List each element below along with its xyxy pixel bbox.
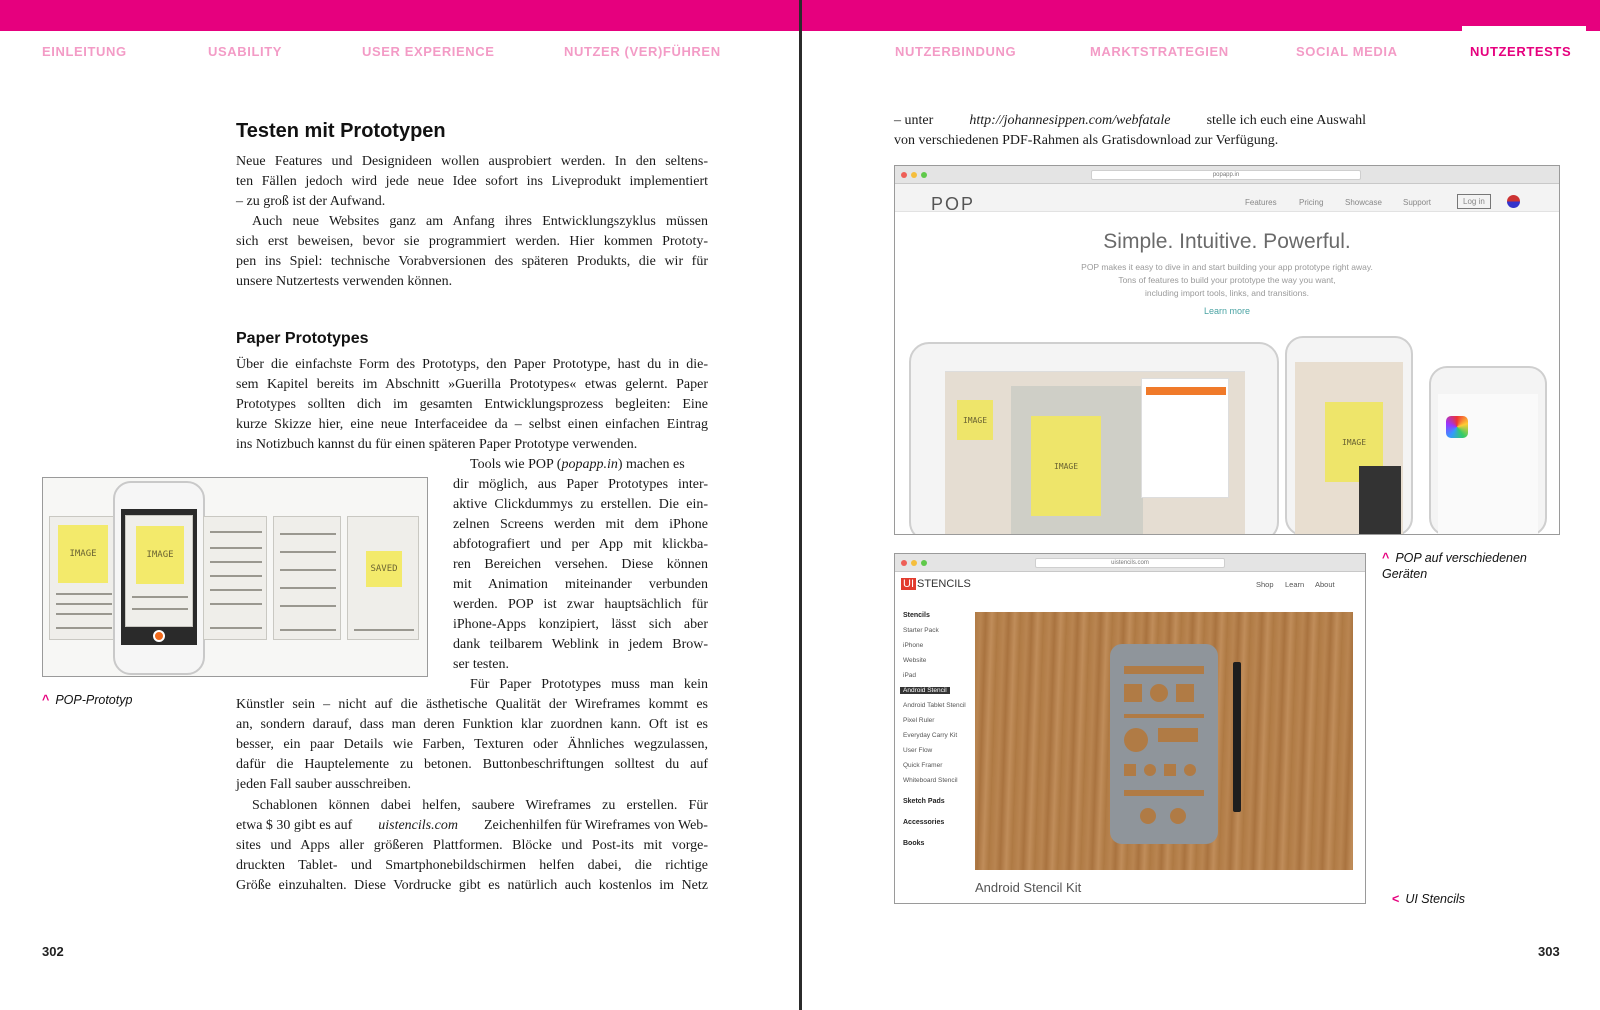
tab-about[interactable]: About xyxy=(1315,580,1335,589)
nav-marktstrategien[interactable]: MARKTSTRATEGIEN xyxy=(1090,44,1229,59)
link-webfatale[interactable]: http://johannesippen.com/webfatale xyxy=(969,113,1171,128)
caret-left-icon: < xyxy=(1392,892,1400,906)
caret-up-icon: ^ xyxy=(1382,551,1390,565)
active-tab-marker xyxy=(1462,26,1586,32)
sidebar-item-stencils[interactable]: Stencils xyxy=(903,612,930,619)
body-line: Für Paper Prototypes muss man kein xyxy=(470,677,708,692)
body-line: ins Notizbuch kannst du für einen späteren Paper Prototype verwenden. xyxy=(236,437,638,452)
product-photo xyxy=(975,612,1353,870)
figure-caption: ^ POP auf verschiedenen Geräten xyxy=(1382,551,1527,581)
sidebar-item[interactable]: Android Tablet Stencil xyxy=(903,702,966,709)
sidebar-item[interactable]: Whiteboard Stencil xyxy=(903,777,958,784)
body-line: sich erst beweisen, bevor sie programmiert werden. Hier kommen Prototy- xyxy=(236,234,708,249)
body-line: dafür die Hauptelemente zu betonen. Buttonbeschriftungen solltest du auf xyxy=(236,757,708,772)
body-line: kurze Skizze hier, eine neue Interfaceidee da – selbst einen einfachen Eintrag xyxy=(236,417,708,432)
body-line-stencils: etwa $ 30 gibt es auf uistencils.com Zeichenhilfen für Wireframes von Web- xyxy=(236,816,708,836)
body-line: unsere Nutzertests verwenden können. xyxy=(236,274,453,289)
body-line: Schablonen können dabei helfen, saubere Wireframes zu erstellen. Für xyxy=(252,798,708,813)
browser-chrome xyxy=(895,166,1559,184)
figure-caption: ^ POP-Prototyp xyxy=(42,693,133,707)
sidebar-item[interactable]: Pixel Ruler xyxy=(903,717,935,724)
nav-usability[interactable]: USABILITY xyxy=(208,44,283,59)
sidebar-item-selected[interactable]: Android Stencil xyxy=(900,687,950,694)
body-line: von verschiedenen PDF-Rahmen als Gratisdownload zur Verfügung. xyxy=(894,133,1279,148)
body-line: Größe einzuhalten. Diese Vordrucke gibt es natürlich auch kostenlos im Netz xyxy=(236,878,708,893)
pop-menu-showcase[interactable]: Showcase xyxy=(1345,198,1382,207)
pencil xyxy=(1233,662,1241,812)
sidebar-item[interactable]: Website xyxy=(903,657,927,664)
link-popapp[interactable]: popapp.in xyxy=(561,457,618,472)
us-flag-icon[interactable] xyxy=(1507,195,1520,208)
page-number: 302 xyxy=(42,944,64,959)
android-phone-device xyxy=(1285,336,1413,535)
nav-nutzertests[interactable]: NUTZERTESTS xyxy=(1470,44,1572,59)
body-line: aktive Clickdummys zu erstellen. Die ein- xyxy=(453,497,708,512)
pop-prototype-figure xyxy=(42,477,428,677)
body-line: Neue Features und Designideen wollen ausprobiert werden. In den seltens- xyxy=(236,154,708,169)
sticky-note: IMAGE xyxy=(58,525,108,583)
pop-logo[interactable]: POP xyxy=(931,194,976,214)
nav-einleitung[interactable]: EINLEITUNG xyxy=(42,44,127,59)
sticky-note: IMAGE xyxy=(1325,402,1383,482)
nav-nutzerbindung[interactable]: NUTZERBINDUNG xyxy=(895,44,1017,59)
body-line: werden. POP ist zwar hauptsächlich für xyxy=(453,597,708,612)
iphone xyxy=(113,481,205,675)
paper-sketch xyxy=(203,516,267,640)
tab-learn[interactable]: Learn xyxy=(1285,580,1305,589)
sidebar-item-books[interactable]: Books xyxy=(903,840,925,847)
pop-website-figure xyxy=(894,165,1560,535)
paper-sketch xyxy=(273,516,341,640)
sticky-note-saved: SAVED xyxy=(366,551,402,587)
sidebar-item-sketch-pads[interactable]: Sketch Pads xyxy=(903,798,945,805)
url-bar[interactable]: uistencils.com xyxy=(1035,558,1225,568)
caret-up-icon: ^ xyxy=(42,693,50,707)
nav-user-experience[interactable]: USER EXPERIENCE xyxy=(362,44,495,59)
body-line-tools: Tools wie POP (popapp.in) machen es xyxy=(470,457,685,472)
learn-more-link[interactable]: Learn more xyxy=(1203,306,1251,316)
sidebar-item[interactable]: Quick Framer xyxy=(903,762,943,769)
paper-sketch xyxy=(49,516,117,640)
body-line: mit Animation miteinander verbunden xyxy=(453,577,708,592)
body-line: iPhone-Apps konzipiert, lässt sich aber xyxy=(453,617,708,632)
pop-menu-support[interactable]: Support xyxy=(1403,198,1432,207)
sidebar-item-accessories[interactable]: Accessories xyxy=(903,819,945,826)
pop-login-button[interactable]: Log in xyxy=(1457,194,1491,209)
figure-caption: < UI Stencils xyxy=(1392,892,1466,906)
sidebar-item[interactable]: iPad xyxy=(903,672,917,679)
pop-subline: including import tools, links, and transitions. xyxy=(1145,288,1309,298)
iphone-device xyxy=(1429,366,1547,535)
body-line: abfotografiert und per App mit klickba- xyxy=(453,537,708,552)
uistencils-logo[interactable]: UI STENCILS xyxy=(903,578,971,590)
pop-subline: POP makes it easy to dive in and start building your app prototype right away. xyxy=(1081,262,1373,272)
body-line: sites und Apps aller größeren Plattformen. Blöcke und Post-its mit vorge- xyxy=(236,838,708,853)
pop-subline: Tons of features to build your prototype the way you want, xyxy=(1118,275,1336,285)
paper-sketch xyxy=(347,516,419,640)
ipad-device: IMAGE IMAGE xyxy=(909,342,1279,535)
body-line: ser testen. xyxy=(453,657,509,672)
section-heading: Paper Prototypes xyxy=(236,330,369,347)
nav-nutzer-verfuehren[interactable]: NUTZER (VER)FÜHREN xyxy=(564,44,721,59)
page-number: 303 xyxy=(1538,944,1560,959)
body-line-url: – unter http://johannesippen.com/webfatale stelle ich euch eine Auswahl xyxy=(894,111,1366,131)
url-bar[interactable]: popapp.in xyxy=(1091,170,1361,180)
nav-social-media[interactable]: SOCIAL MEDIA xyxy=(1296,44,1398,59)
body-line: Auch neue Websites ganz am Anfang ihres Entwicklungszyklus müssen xyxy=(252,214,708,229)
body-line: besser, ein paar Details wie Farben, Texturen oder Ähnliches wegzulassen, xyxy=(236,737,708,752)
record-button xyxy=(153,630,165,642)
pop-menu-features[interactable]: Features xyxy=(1245,198,1277,207)
sidebar-item[interactable]: Starter Pack xyxy=(903,627,939,634)
body-line: zelnen Screens werden mit dem iPhone xyxy=(453,517,708,532)
body-line: Prototypes sollten dich im gesamten Entwicklungsprozess begleiten: Eine xyxy=(236,397,708,412)
sidebar-item[interactable]: User Flow xyxy=(903,747,933,754)
sidebar-item[interactable]: Everyday Carry Kit xyxy=(903,732,958,739)
body-line: ren Bereichen versehen. Diese können xyxy=(453,557,708,572)
top-accent-bar xyxy=(0,0,800,31)
body-line: pen ins Spiel: technische Vorabversionen des späteren Produkts, die wir für xyxy=(236,254,708,269)
body-line: sem Kapitel bereits im Abschnitt »Guerilla Prototypes« etwas gelernt. Paper xyxy=(236,377,708,392)
right-page xyxy=(802,0,1600,1010)
tab-shop[interactable]: Shop xyxy=(1256,580,1274,589)
body-line: – zu groß ist der Aufwand. xyxy=(236,194,386,209)
browser-chrome xyxy=(895,554,1365,572)
sidebar-item[interactable]: iPhone xyxy=(903,642,924,649)
body-line: dank teilbarem Weblink in jedem Brow- xyxy=(453,637,708,652)
body-line: ten Fällen jedoch wird jede neue Idee sofort ins Liveprodukt implementiert xyxy=(236,174,708,189)
body-line: jeden Fall sauber ausschreiben. xyxy=(236,777,411,792)
uistencils-figure xyxy=(894,553,1366,904)
link-uistencils[interactable]: uistencils.com xyxy=(378,818,458,833)
product-title: Android Stencil Kit xyxy=(975,880,1082,895)
body-line: Über die einfachste Form des Prototyps, den Paper Prototype, hast du in die- xyxy=(236,357,708,372)
stencil-plate xyxy=(1110,644,1218,844)
pop-menu-pricing[interactable]: Pricing xyxy=(1299,198,1324,207)
page-heading: Testen mit Prototypen xyxy=(236,120,446,142)
pop-headline: Simple. Intuitive. Powerful. xyxy=(1103,230,1351,253)
body-line: druckten Tablet- und Smartphonebildschirmen helfen dabei, die richtige xyxy=(236,858,708,873)
sticky-note: IMAGE xyxy=(1031,416,1101,516)
body-line: Künstler sein – nicht auf die ästhetische Qualität der Wireframes kommt es xyxy=(236,697,708,712)
body-line: an, sondern darauf, dass man deren Funktion klar zuordnen kann. Oft ist es xyxy=(236,717,708,732)
sticky-note: IMAGE xyxy=(136,526,184,584)
body-line: dir möglich, aus Paper Prototypes inter- xyxy=(453,477,708,492)
